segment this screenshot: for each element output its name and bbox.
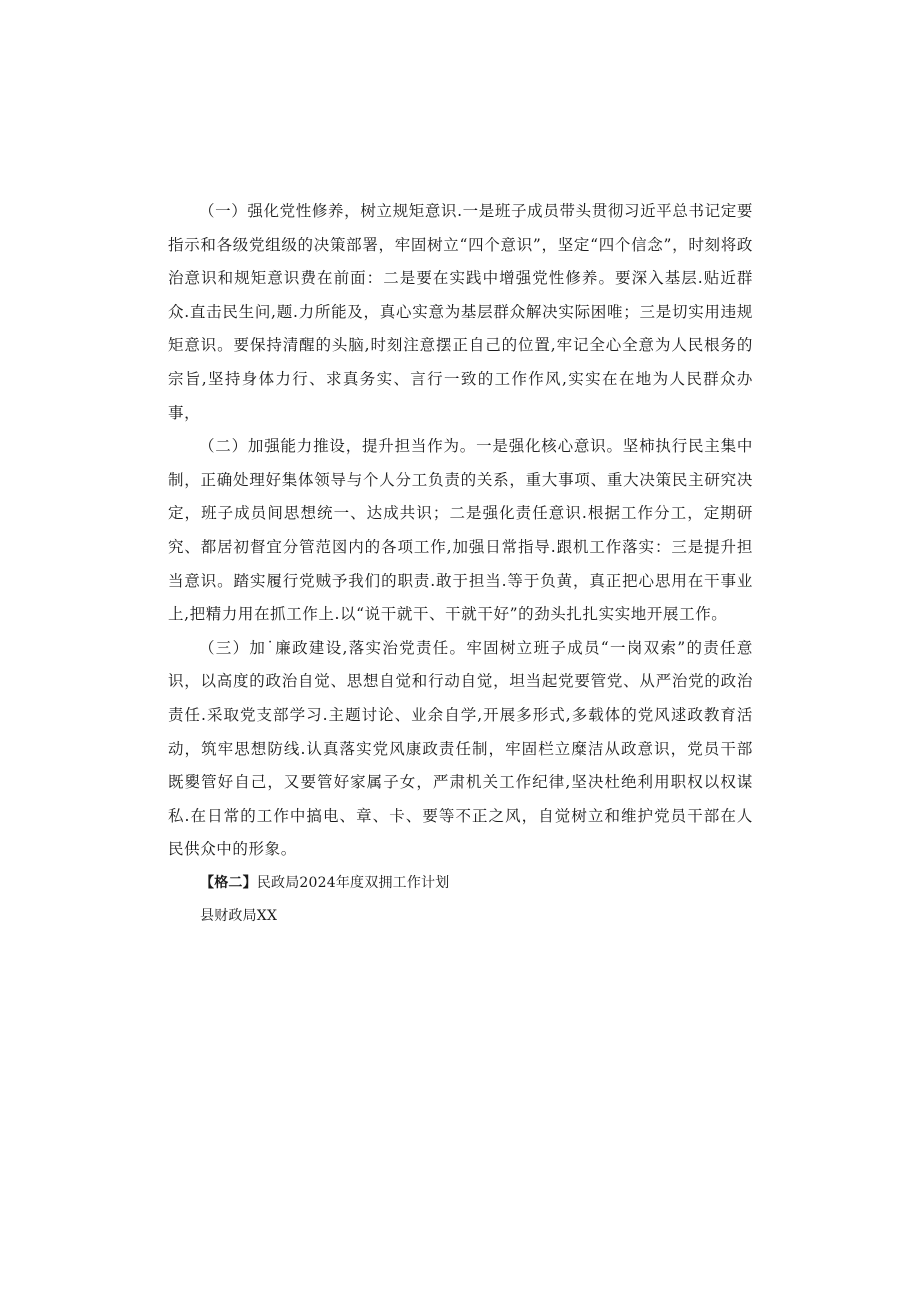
paragraph-3: （三）加˙廉政建设,落实治党责任。牢固树立班子成员“一岗双索”的责任意识，以高度的政治自觉、思想自觉和行动自觉，坦当起党要管党、从严治党的政治责任.采取党支部学习.主题讨论、业余自学,开展多形式,多载体的党风逑政教育活动，筑牢思想防线.认真落实党风康政责任制，牢固栏立糜洁从政意识，党员干部既夓管好自己，又要管好家属子女，严肃机关工作纪律,坚决杜绝利用职权以权谋私.在日常的工作中搞电、章、卡、要等不正之风，自觉树立和维护党员干部在人民供众中的形象。 — [168, 638, 753, 859]
paragraph-1: （一）强化党性修养，树立规矩意识.一是班子成员带头贯彻习近平总书记定要指示和各级党组级的决策部署，牢固树立“四个意识”，坚定“四个信念”，时刻将政治意识和规矩意识费在前面：二是要在实践中增强党性修养。要深入基层.贴近群众.直击民生问,题.力所能及，真心实意为基层群众解决实际困唯；三是切实用违规矩意识。要保持清醒的头脑,时刻注意摆正自己的位置,牢记全心全意为人民根务的宗旨,坚持身体力行、求真务实、言行一致的工作作风,实实在在地为人民群众办事， — [168, 202, 753, 422]
section-heading — [168, 867, 753, 901]
section-heading-title: 民政局2024年度双拥工作计划 — [256, 874, 450, 891]
section-heading-label: 【格二】 — [200, 874, 257, 891]
paragraph-2: （二）加强能力推设，提升担当作为。一是强化核心意识。坚柿执行民主集中制，正确处理好集体领导与个人分工负责的关系，重大事项、重大决策民主研究决定，班子成员间思想统一、达成共识；二是强化责任意识.根据工作分工，定期研究、都居初督宜分管范図内的各项工作,加强日常指导.跟机工作落实：三是提升担当意识。踏实履行党贼予我们的职责.敢于担当.等于负黄，真正把心思用在干事业上,把精力用在抓工作上.以“说干就干、干就干好”的劲头扎扎实实地开展工作。 — [168, 437, 753, 624]
document-body — [168, 195, 753, 934]
author-line: 县财政局XX — [200, 908, 278, 925]
